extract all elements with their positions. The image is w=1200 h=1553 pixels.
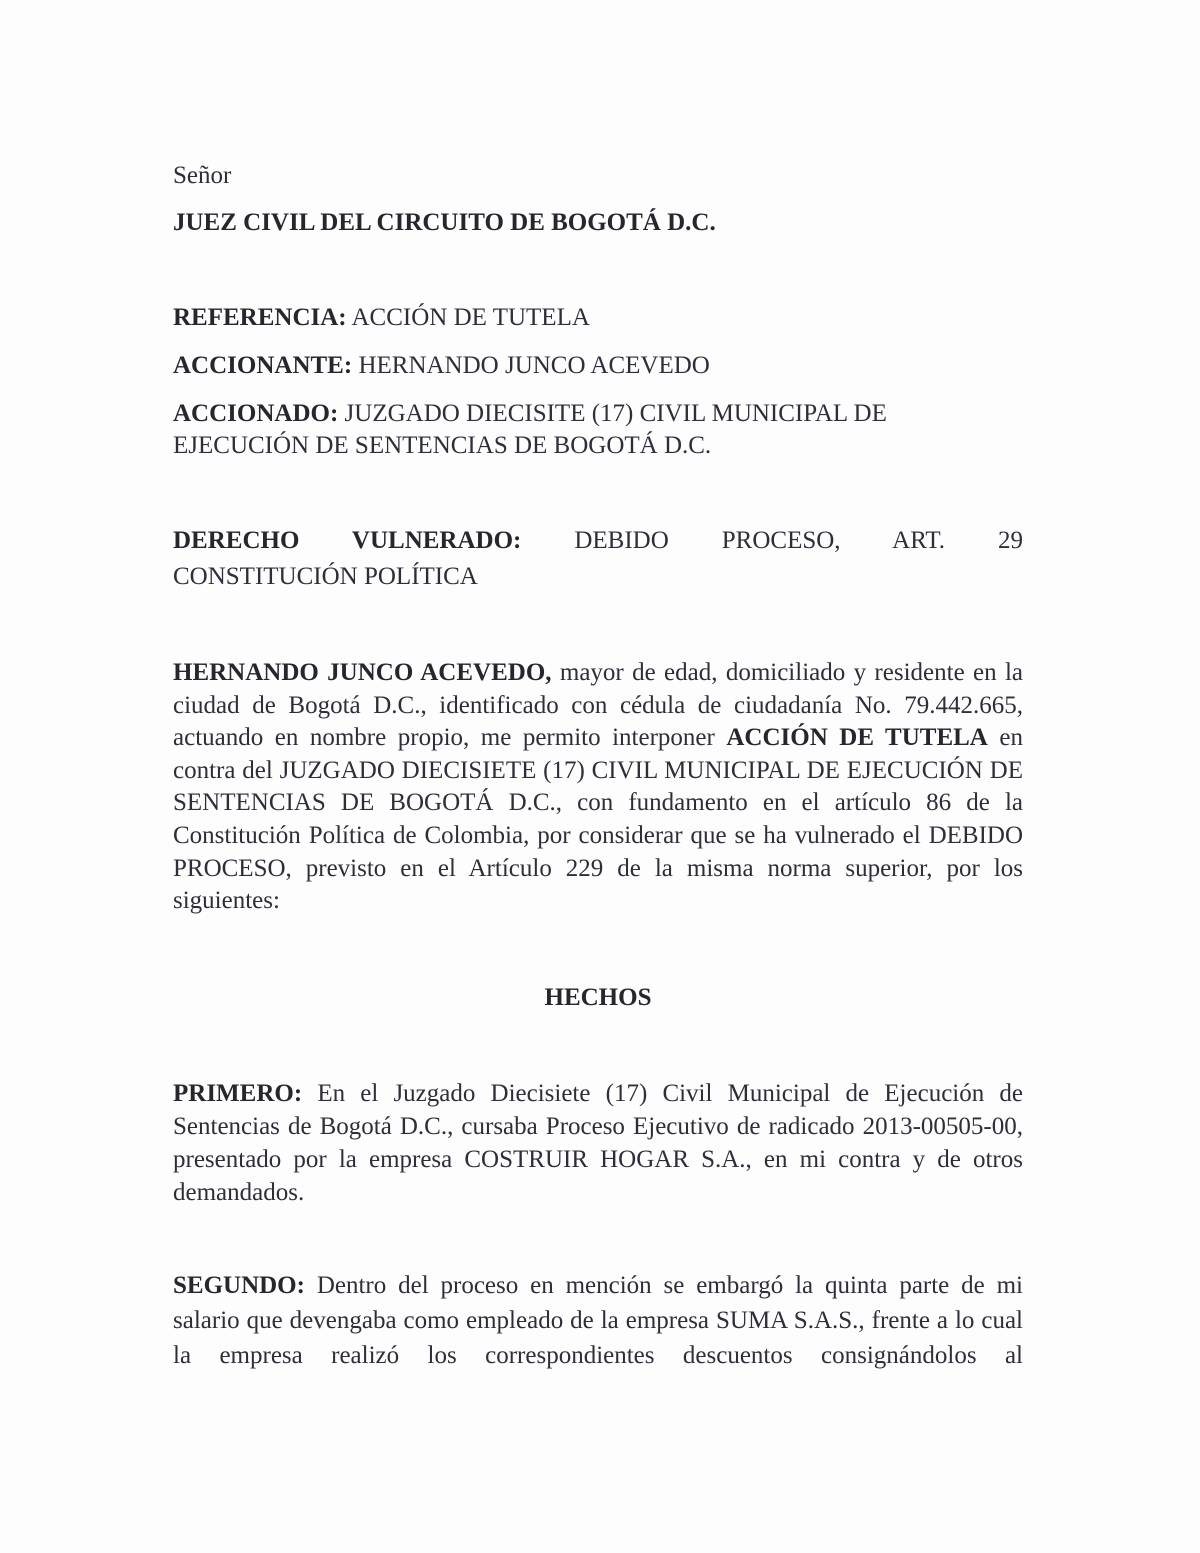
primero-label: PRIMERO: [173, 1080, 303, 1107]
intro-paragraph [173, 657, 1023, 918]
referencia-line [173, 302, 1023, 334]
intro-action: ACCIÓN DE TUTELA [726, 724, 988, 752]
section-title-hechos: HECHOS [544, 984, 652, 1011]
accionante-line [173, 350, 1023, 382]
intro-text-2: en contra del JUZGADO DIECISIETE (17) CIVIL MUNICIPAL DE EJECUCIÓN DE SENTENCIAS DE BOGOTÁ D.C., con fundamento en el artículo 86 de la Constitución Política de Colombia, por considerar que se ha vulnerado el DEBIDO PROCESO, previsto en el Artículo 229 de la misma norma superior, por los siguientes: [173, 724, 1023, 915]
segundo-text: Dentro del proceso en mención se embargó la quinta parte de mi salario que devengaba como empleado de la empresa SUMA S.A.S., frente a lo cual la empresa realizó los correspondientes descuentos consignándolos al [173, 1272, 1023, 1369]
referencia-value: ACCIÓN DE TUTELA [351, 304, 590, 331]
segundo-paragraph [173, 1268, 1023, 1373]
primero-paragraph [173, 1077, 1023, 1209]
derecho-line [173, 525, 1023, 557]
segundo-label: SEGUNDO: [173, 1272, 305, 1299]
intro-text-1: mayor de edad, domiciliado y residente en la ciudad de Bogotá D.C., identificado con cédula de ciudadanía No. 79.442.665, actuando en nombre propio, me permito interponer [173, 659, 1023, 752]
addressee: JUEZ CIVIL DEL CIRCUITO DE BOGOTÁ D.C. [173, 209, 716, 236]
accionante-label: ACCIONANTE: [173, 352, 353, 379]
referencia-label: REFERENCIA: [173, 304, 347, 331]
derecho-label: DERECHO VULNERADO: [173, 527, 522, 554]
derecho-line-2 [173, 561, 1023, 593]
derecho-value-line1: DEBIDO PROCESO, ART. 29 [574, 527, 1024, 554]
intro-name: HERNANDO JUNCO ACEVEDO, [173, 659, 552, 686]
accionado-label: ACCIONADO: [173, 400, 339, 427]
accionante-value: HERNANDO JUNCO ACEVEDO [358, 352, 710, 379]
primero-text: En el Juzgado Diecisiete (17) Civil Municipal de Ejecución de Sentencias de Bogotá D.C., cursaba Proceso Ejecutivo de radicado 2013-00505-00, presentado por la empresa COSTRUIR HOGAR S.A., en mi contra y de otros demandados. [173, 1080, 1023, 1206]
derecho-value-line2: CONSTITUCIÓN POLÍTICA [173, 563, 478, 590]
salutation: Señor [173, 162, 232, 189]
accionado-value: JUZGADO DIECISITE (17) CIVIL MUNICIPAL DE EJECUCIÓN DE SENTENCIAS DE BOGOTÁ D.C. [173, 400, 887, 459]
accionado-line [173, 398, 973, 462]
